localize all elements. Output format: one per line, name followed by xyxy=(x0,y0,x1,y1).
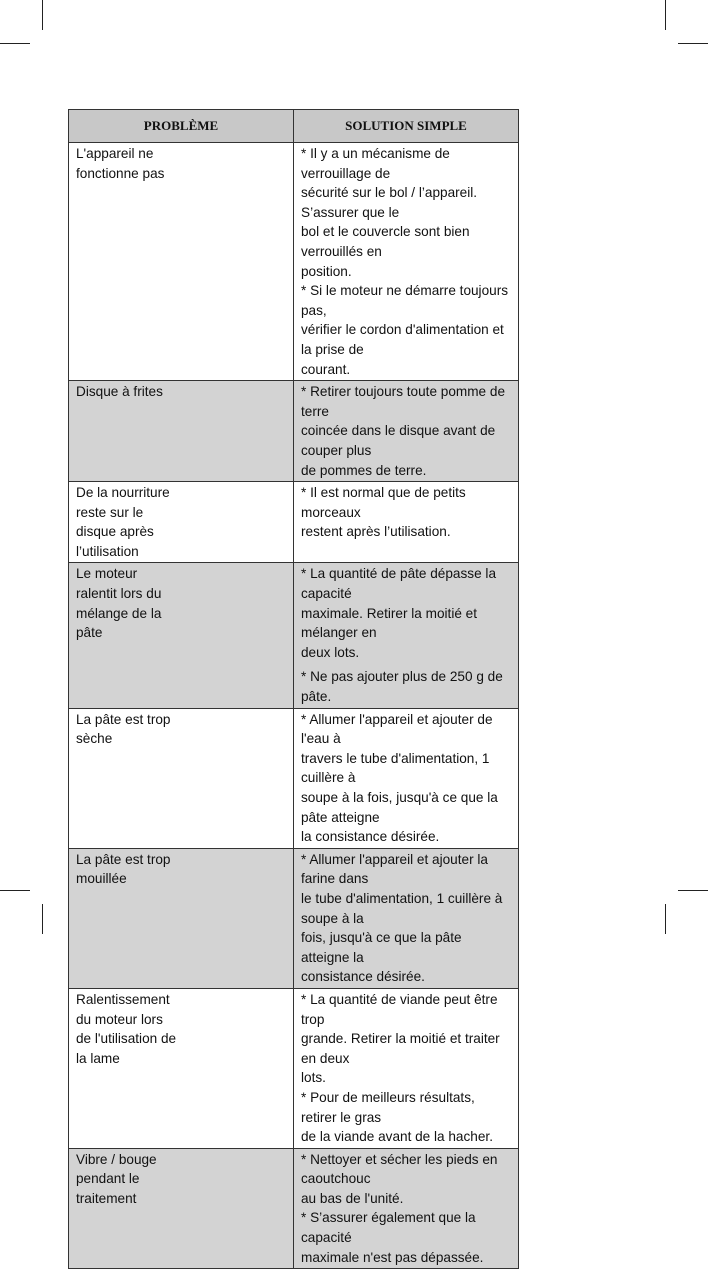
problem-line: La pâte est trop xyxy=(76,711,171,727)
solution-line: coincée dans le disque avant de couper plus xyxy=(301,423,496,458)
solution-line: au bas de l'unité. xyxy=(301,1190,404,1206)
solution-line: * Il y a un mécanisme de verrouillage de xyxy=(301,146,450,181)
crop-mark xyxy=(42,904,43,934)
solution-cell xyxy=(294,708,519,848)
table-row xyxy=(69,708,519,848)
solution-line: * Allumer l'appareil et ajouter la farine dans xyxy=(301,851,488,887)
problem-cell xyxy=(69,143,294,381)
problem-line: ralentit lors du xyxy=(76,586,162,602)
solution-cell xyxy=(294,563,519,708)
problem-cell xyxy=(69,1148,294,1269)
solution-line: bol et le couvercle sont bien verrouillés en xyxy=(301,224,470,259)
solution-line: * Nettoyer et sécher les pieds en caoutchouc xyxy=(301,1151,498,1187)
solution-line: fois, jusqu'à ce que la pâte atteigne la xyxy=(301,930,462,965)
crop-mark xyxy=(678,43,708,44)
solution-line: restent après l’utilisation. xyxy=(301,524,451,540)
solution-cell xyxy=(294,381,519,482)
crop-mark xyxy=(678,890,708,891)
crop-mark xyxy=(42,0,43,30)
solution-line: * Retirer toujours toute pomme de terre xyxy=(301,384,506,419)
problem-line: Le moteur xyxy=(76,566,138,582)
solution-line: * La quantité de viande peut être trop xyxy=(301,991,498,1027)
problem-line: L'appareil ne xyxy=(76,146,154,161)
crop-mark xyxy=(665,0,666,30)
solution-line: maximale n'est pas dépassée. xyxy=(301,1249,484,1265)
solution-line: de pommes de terre. xyxy=(301,462,427,478)
solution-line: soupe à la fois, jusqu'à ce que la pâte atteigne xyxy=(301,790,498,825)
problem-line: de l'utilisation de xyxy=(76,1031,177,1047)
problem-line: disque après xyxy=(76,524,154,540)
problem-line: mouillée xyxy=(76,871,127,887)
solution-line: grande. Retirer la moitié et traiter en deux xyxy=(301,1031,500,1066)
problem-line: la lame xyxy=(76,1050,120,1066)
solution-line: courant. xyxy=(301,361,351,377)
table-row xyxy=(69,381,519,482)
solution-line: vérifier le cordon d'alimentation et la prise de xyxy=(301,322,504,357)
problem-cell xyxy=(69,563,294,708)
solution-cell xyxy=(294,143,519,381)
problem-cell xyxy=(69,482,294,563)
header-problem: PROBLÈME xyxy=(69,110,294,143)
solution-cell xyxy=(294,988,519,1148)
problem-line: pâte xyxy=(76,625,103,641)
table-header-row xyxy=(69,110,519,143)
solution-line: * S’assurer également que la capacité xyxy=(301,1210,476,1246)
table-row xyxy=(69,563,519,708)
problem-line: De la nourriture xyxy=(76,485,170,501)
solution-line: consistance désirée. xyxy=(301,969,425,985)
crop-mark xyxy=(0,890,30,891)
solution-line: * La quantité de pâte dépasse la capacité xyxy=(301,566,496,602)
solution-line: * Allumer l'appareil et ajouter de l'eau à xyxy=(301,711,493,747)
solution-line: travers le tube d'alimentation, 1 cuillère à xyxy=(301,750,490,786)
crop-mark xyxy=(0,43,30,44)
problem-line: traitement xyxy=(76,1190,137,1206)
problem-line: mélange de la xyxy=(76,605,162,621)
solution-cell xyxy=(294,482,519,563)
header-solution: SOLUTION SIMPLE xyxy=(294,110,519,143)
solution-line: de la viande avant de la hacher. xyxy=(301,1129,493,1145)
problem-cell xyxy=(69,708,294,848)
troubleshooting-table xyxy=(68,109,519,1269)
problem-line: l’utilisation xyxy=(76,543,139,559)
solution-line: le tube d'alimentation, 1 cuillère à soupe à la xyxy=(301,890,503,926)
problem-cell xyxy=(69,381,294,482)
table-row xyxy=(69,482,519,563)
solution-line: position. xyxy=(301,263,352,279)
problem-line: fonctionne pas xyxy=(76,165,165,181)
solution-line: * Il est normal que de petits morceaux xyxy=(301,485,466,520)
problem-cell xyxy=(69,988,294,1148)
solution-line: * Ne pas ajouter plus de 250 g de pâte. xyxy=(301,669,503,705)
problem-line: Disque à frites xyxy=(76,384,163,400)
solution-line: sécurité sur le bol / l’appareil. S’assurer que le xyxy=(301,185,478,220)
crop-mark xyxy=(665,904,666,934)
solution-line: lots. xyxy=(301,1070,326,1086)
problem-line: reste sur le xyxy=(76,504,144,520)
problem-line: Vibre / bouge xyxy=(76,1151,157,1167)
problem-line: du moteur lors xyxy=(76,1011,163,1027)
solution-cell xyxy=(294,1148,519,1269)
problem-line: Ralentissement xyxy=(76,991,170,1007)
table-row xyxy=(69,143,519,381)
problem-line: La pâte est trop xyxy=(76,851,171,867)
solution-line: deux lots. xyxy=(301,644,360,660)
table-row xyxy=(69,848,519,988)
solution-cell xyxy=(294,848,519,988)
problem-cell xyxy=(69,848,294,988)
table-row xyxy=(69,1148,519,1269)
solution-line: la consistance désirée. xyxy=(301,829,440,845)
solution-line: * Si le moteur ne démarre toujours pas, xyxy=(301,283,509,318)
solution-line: * Pour de meilleurs résultats, retirer le gras xyxy=(301,1089,475,1125)
solution-line: maximale. Retirer la moitié et mélanger en xyxy=(301,605,478,641)
problem-line: pendant le xyxy=(76,1171,140,1187)
table-row xyxy=(69,988,519,1148)
problem-line: sèche xyxy=(76,731,113,747)
